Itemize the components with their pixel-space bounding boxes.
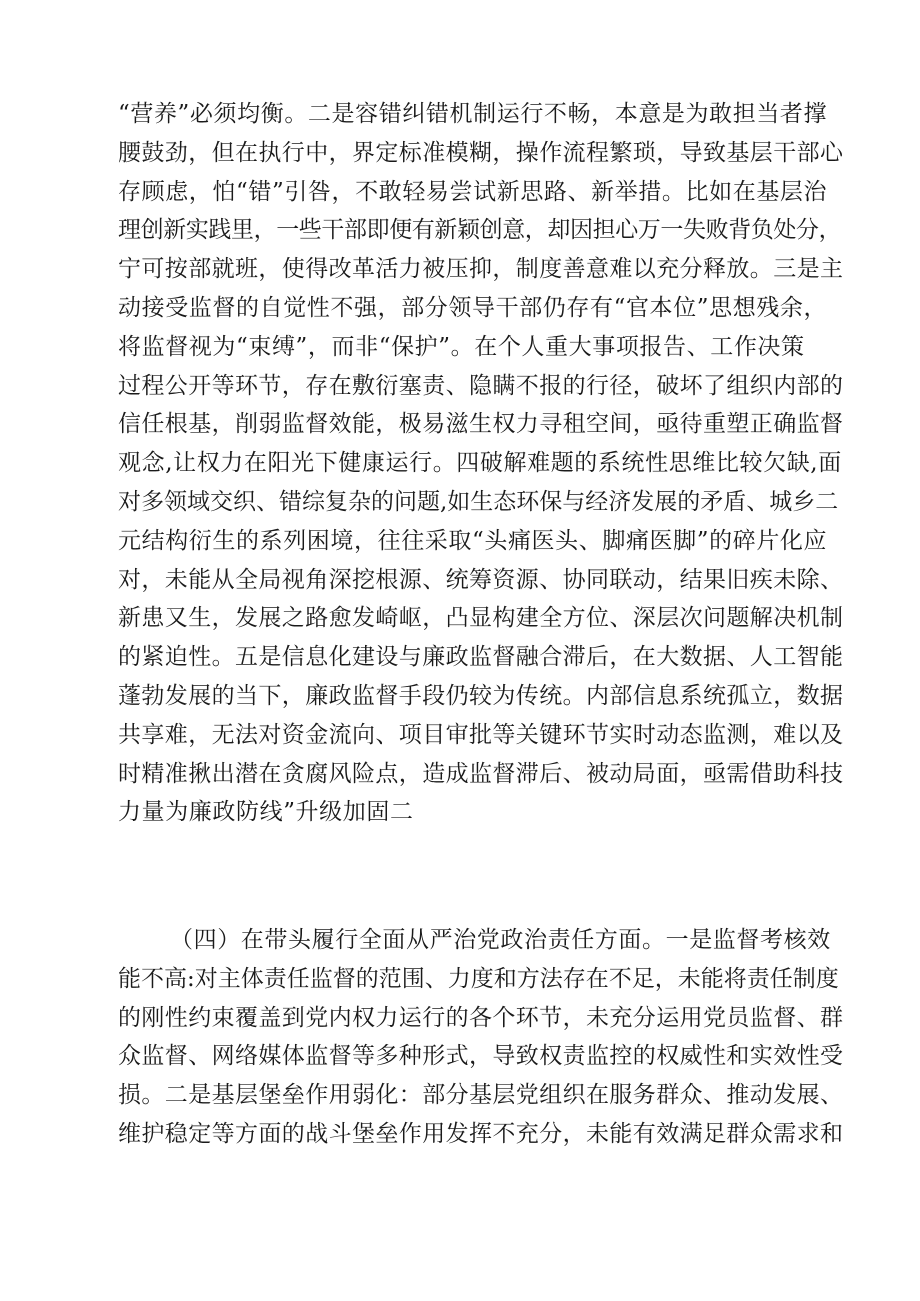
paragraph-2-line-6: 维护稳定等方面的战斗堡垒作用发挥不充分，未能有效满足群众需求和 [118,1120,844,1147]
paragraph-1-line-12: 元结构衍生的系列困境，往往采取“头痛医头、脚痛医脚”的碎片化应 [118,527,828,554]
paragraph-1 [118,95,842,832]
paragraph-1-line-6: 动接受监督的自觉性不强，部分领导干部仍存有“官本位”思想残余， [118,294,828,321]
paragraph-1-line-15: 的紧迫性。五是信息化建设与廉政监督融合滞后，在大数据、人工智能 [118,644,844,671]
paragraph-1-line-3: 存顾虑，怕“错”引咎，不敢轻易尝试新思路、新举措。比如在基层治 [118,178,828,205]
paragraph-1-line-5: 宁可按部就班，使得改革活力被压抑，制度善意难以充分释放。三是主 [118,256,844,283]
paragraph-1-line-14: 新患又生，发展之路愈发崎岖，凸显构建全方位、深层次问题解决机制 [118,605,844,632]
paragraph-2-line-4: 众监督、网络媒体监督等多种形式，导致权责监控的权威性和实效性受 [118,1043,844,1070]
paragraph-1-line-16: 蓬勃发展的当下，廉政监督手段仍较为传统。内部信息系统孤立，数据 [118,682,844,709]
paragraph-1-line-4: 理创新实践里，一些干部即便有新颖创意，却因担心万一失败背负处分， [118,217,842,244]
paragraph-1-line-1: “营养”必须均衡。二是容错纠错机制运行不畅，本意是为敢担当者撑 [118,101,828,127]
paragraph-2-line-2: 能不高:对主体责任监督的范围、力度和方法存在不足，未能将责任制度 [118,965,839,992]
paragraph-2 [118,921,842,1154]
paragraph-2-line-1: （四）在带头履行全面从严治党政治责任方面。一是监督考核效 [170,927,831,953]
paragraph-1-line-10: 观念,让权力在阳光下健康运行。四破解难题的系统性思维比较欠缺,面 [118,450,842,477]
paragraph-1-line-18: 时精准揪出潜在贪腐风险点，造成监督滞后、被动局面，亟需借助科技 [118,760,844,787]
paragraph-1-line-9: 信任根基，削弱监督效能，极易滋生权力寻租空间，亟待重塑正确监督 [118,411,844,438]
paragraph-1-line-7: 将监督视为“束缚”，而非“保护”。在个人重大事项报告、工作决策 [118,333,805,360]
paragraph-1-line-8: 过程公开等环节，存在敷衍塞责、隐瞒不报的行径，破坏了组织内部的 [118,372,844,399]
paragraph-2-line-5: 损。二是基层堡垒作用弱化：部分基层党组织在服务群众、推动发展、 [118,1082,844,1109]
paragraph-1-line-11: 对多领域交织、错综复杂的问题,如生态环保与经济发展的矛盾、城乡二 [118,488,839,515]
paragraph-1-line-13: 对，未能从全局视角深挖根源、统筹资源、协同联动，结果旧疾未除、 [118,566,844,593]
paragraph-2-line-3: 的刚性约束覆盖到党内权力运行的各个环节，未充分运用党员监督、群 [118,1004,844,1031]
paragraph-1-line-2: 腰鼓劲，但在执行中，界定标准模糊，操作流程繁琐，导致基层干部心 [118,139,844,166]
paragraph-1-line-17: 共享难，无法对资金流向、项目审批等关键环节实时动态监测，难以及 [118,721,844,748]
paragraph-1-line-19: 力量为廉政防线”升级加固二 [118,799,414,826]
